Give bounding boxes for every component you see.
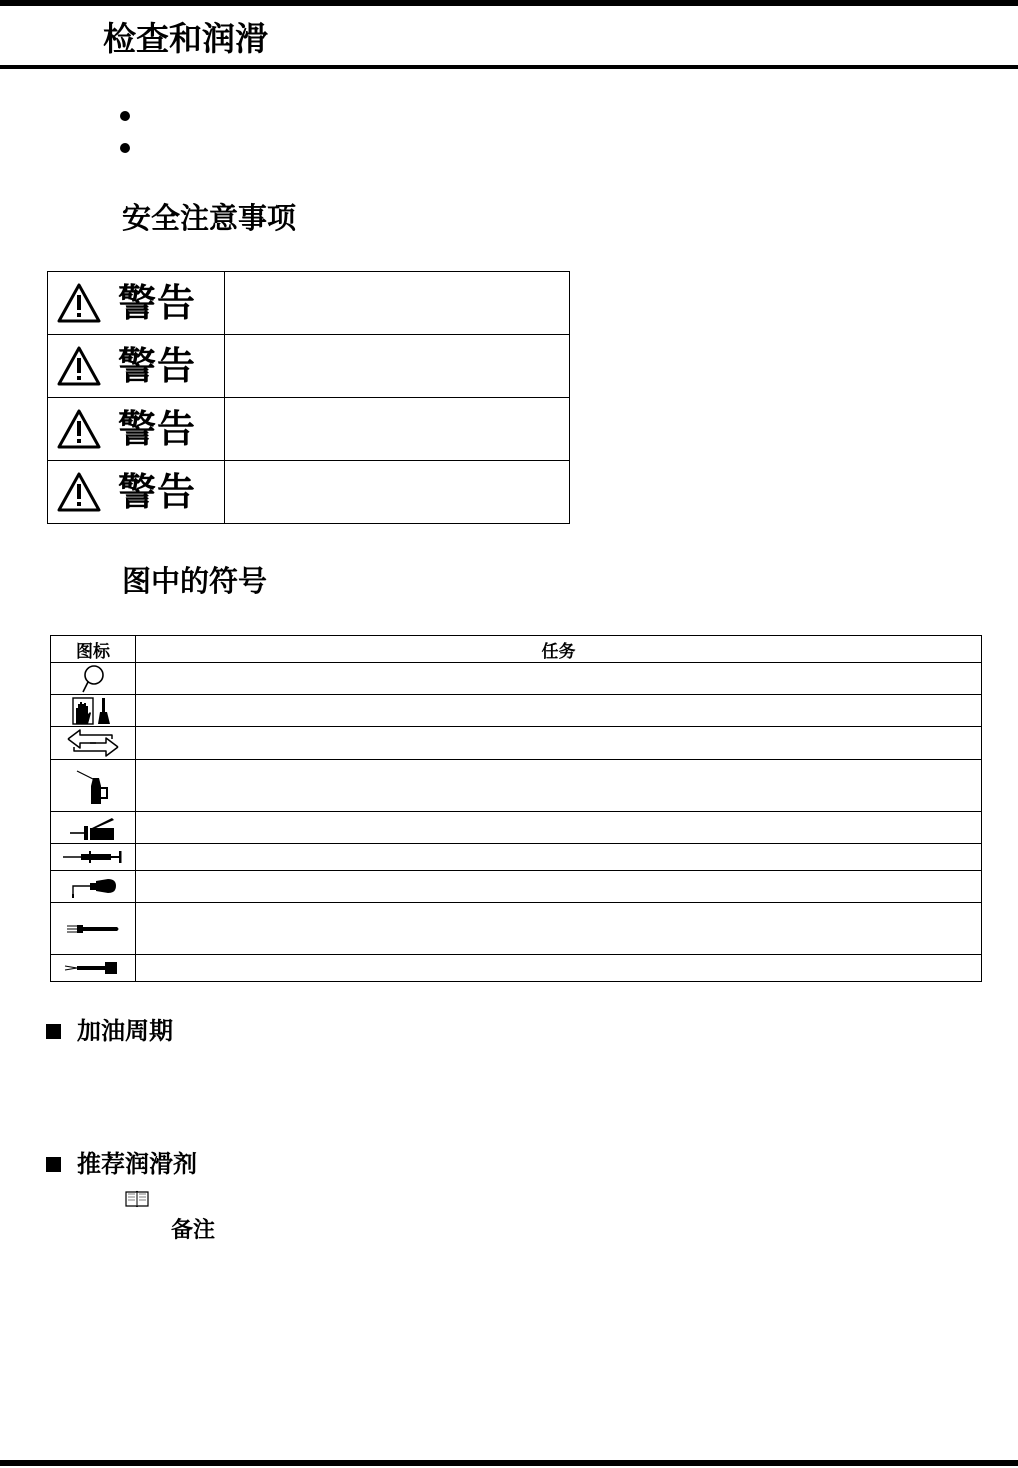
warning-row [48, 461, 570, 524]
table-row [51, 903, 982, 955]
warning-text [225, 398, 570, 461]
task-cell [136, 663, 982, 695]
symbol-table-header [51, 636, 982, 663]
spatula-icon [63, 959, 123, 977]
warning-row [48, 272, 570, 335]
icon-column-header: 图标 [51, 636, 136, 663]
title-underline [0, 65, 1018, 69]
table-row [51, 871, 982, 903]
bullet-point [120, 143, 130, 153]
warning-text [225, 461, 570, 524]
warning-triangle-icon [56, 408, 102, 450]
double-arrow-icon [66, 728, 120, 758]
task-cell [136, 812, 982, 844]
table-row [51, 760, 982, 812]
table-row [51, 844, 982, 871]
bullet-point [120, 111, 130, 121]
task-cell [136, 955, 982, 982]
warning-label: 警告 [118, 470, 197, 514]
bottom-rule [0, 1460, 1018, 1466]
warning-triangle-icon [56, 345, 102, 387]
task-cell [136, 844, 982, 871]
magnifier-icon [78, 664, 108, 694]
warning-triangle-icon [56, 282, 102, 324]
warning-text [225, 335, 570, 398]
section-marker-icon [46, 1024, 61, 1039]
grease-gun-icon [68, 814, 118, 842]
warning-label: 警告 [118, 344, 197, 388]
book-icon [124, 1189, 150, 1209]
top-rule [0, 0, 1018, 6]
oiler-icon [68, 874, 118, 900]
warning-label: 警告 [118, 407, 197, 451]
table-row [51, 695, 982, 727]
warning-label: 警告 [118, 281, 197, 325]
task-cell [136, 727, 982, 760]
brush-icon [65, 921, 121, 937]
task-column-header: 任务 [136, 636, 982, 663]
syringe-icon [61, 847, 125, 867]
symbol-table [50, 635, 982, 982]
table-row [51, 663, 982, 695]
safety-heading: 安全注意事项 [122, 201, 297, 235]
note-label: 备注 [171, 1218, 216, 1243]
interval-heading: 加油周期 [77, 1017, 173, 1045]
warning-text [225, 272, 570, 335]
table-row [51, 812, 982, 844]
oil-can-icon [73, 766, 113, 806]
warning-table [47, 271, 570, 524]
section-marker-icon [46, 1157, 61, 1172]
warning-row [48, 398, 570, 461]
table-row [51, 955, 982, 982]
warning-row [48, 335, 570, 398]
warning-triangle-icon [56, 471, 102, 513]
lubricants-heading: 推荐润滑剂 [77, 1150, 197, 1178]
table-row [51, 727, 982, 760]
task-cell [136, 760, 982, 812]
page-title: 检查和润滑 [103, 19, 268, 58]
task-cell [136, 903, 982, 955]
hand-brush-icon [71, 696, 115, 726]
symbols-heading: 图中的符号 [122, 564, 268, 598]
task-cell [136, 695, 982, 727]
task-cell [136, 871, 982, 903]
